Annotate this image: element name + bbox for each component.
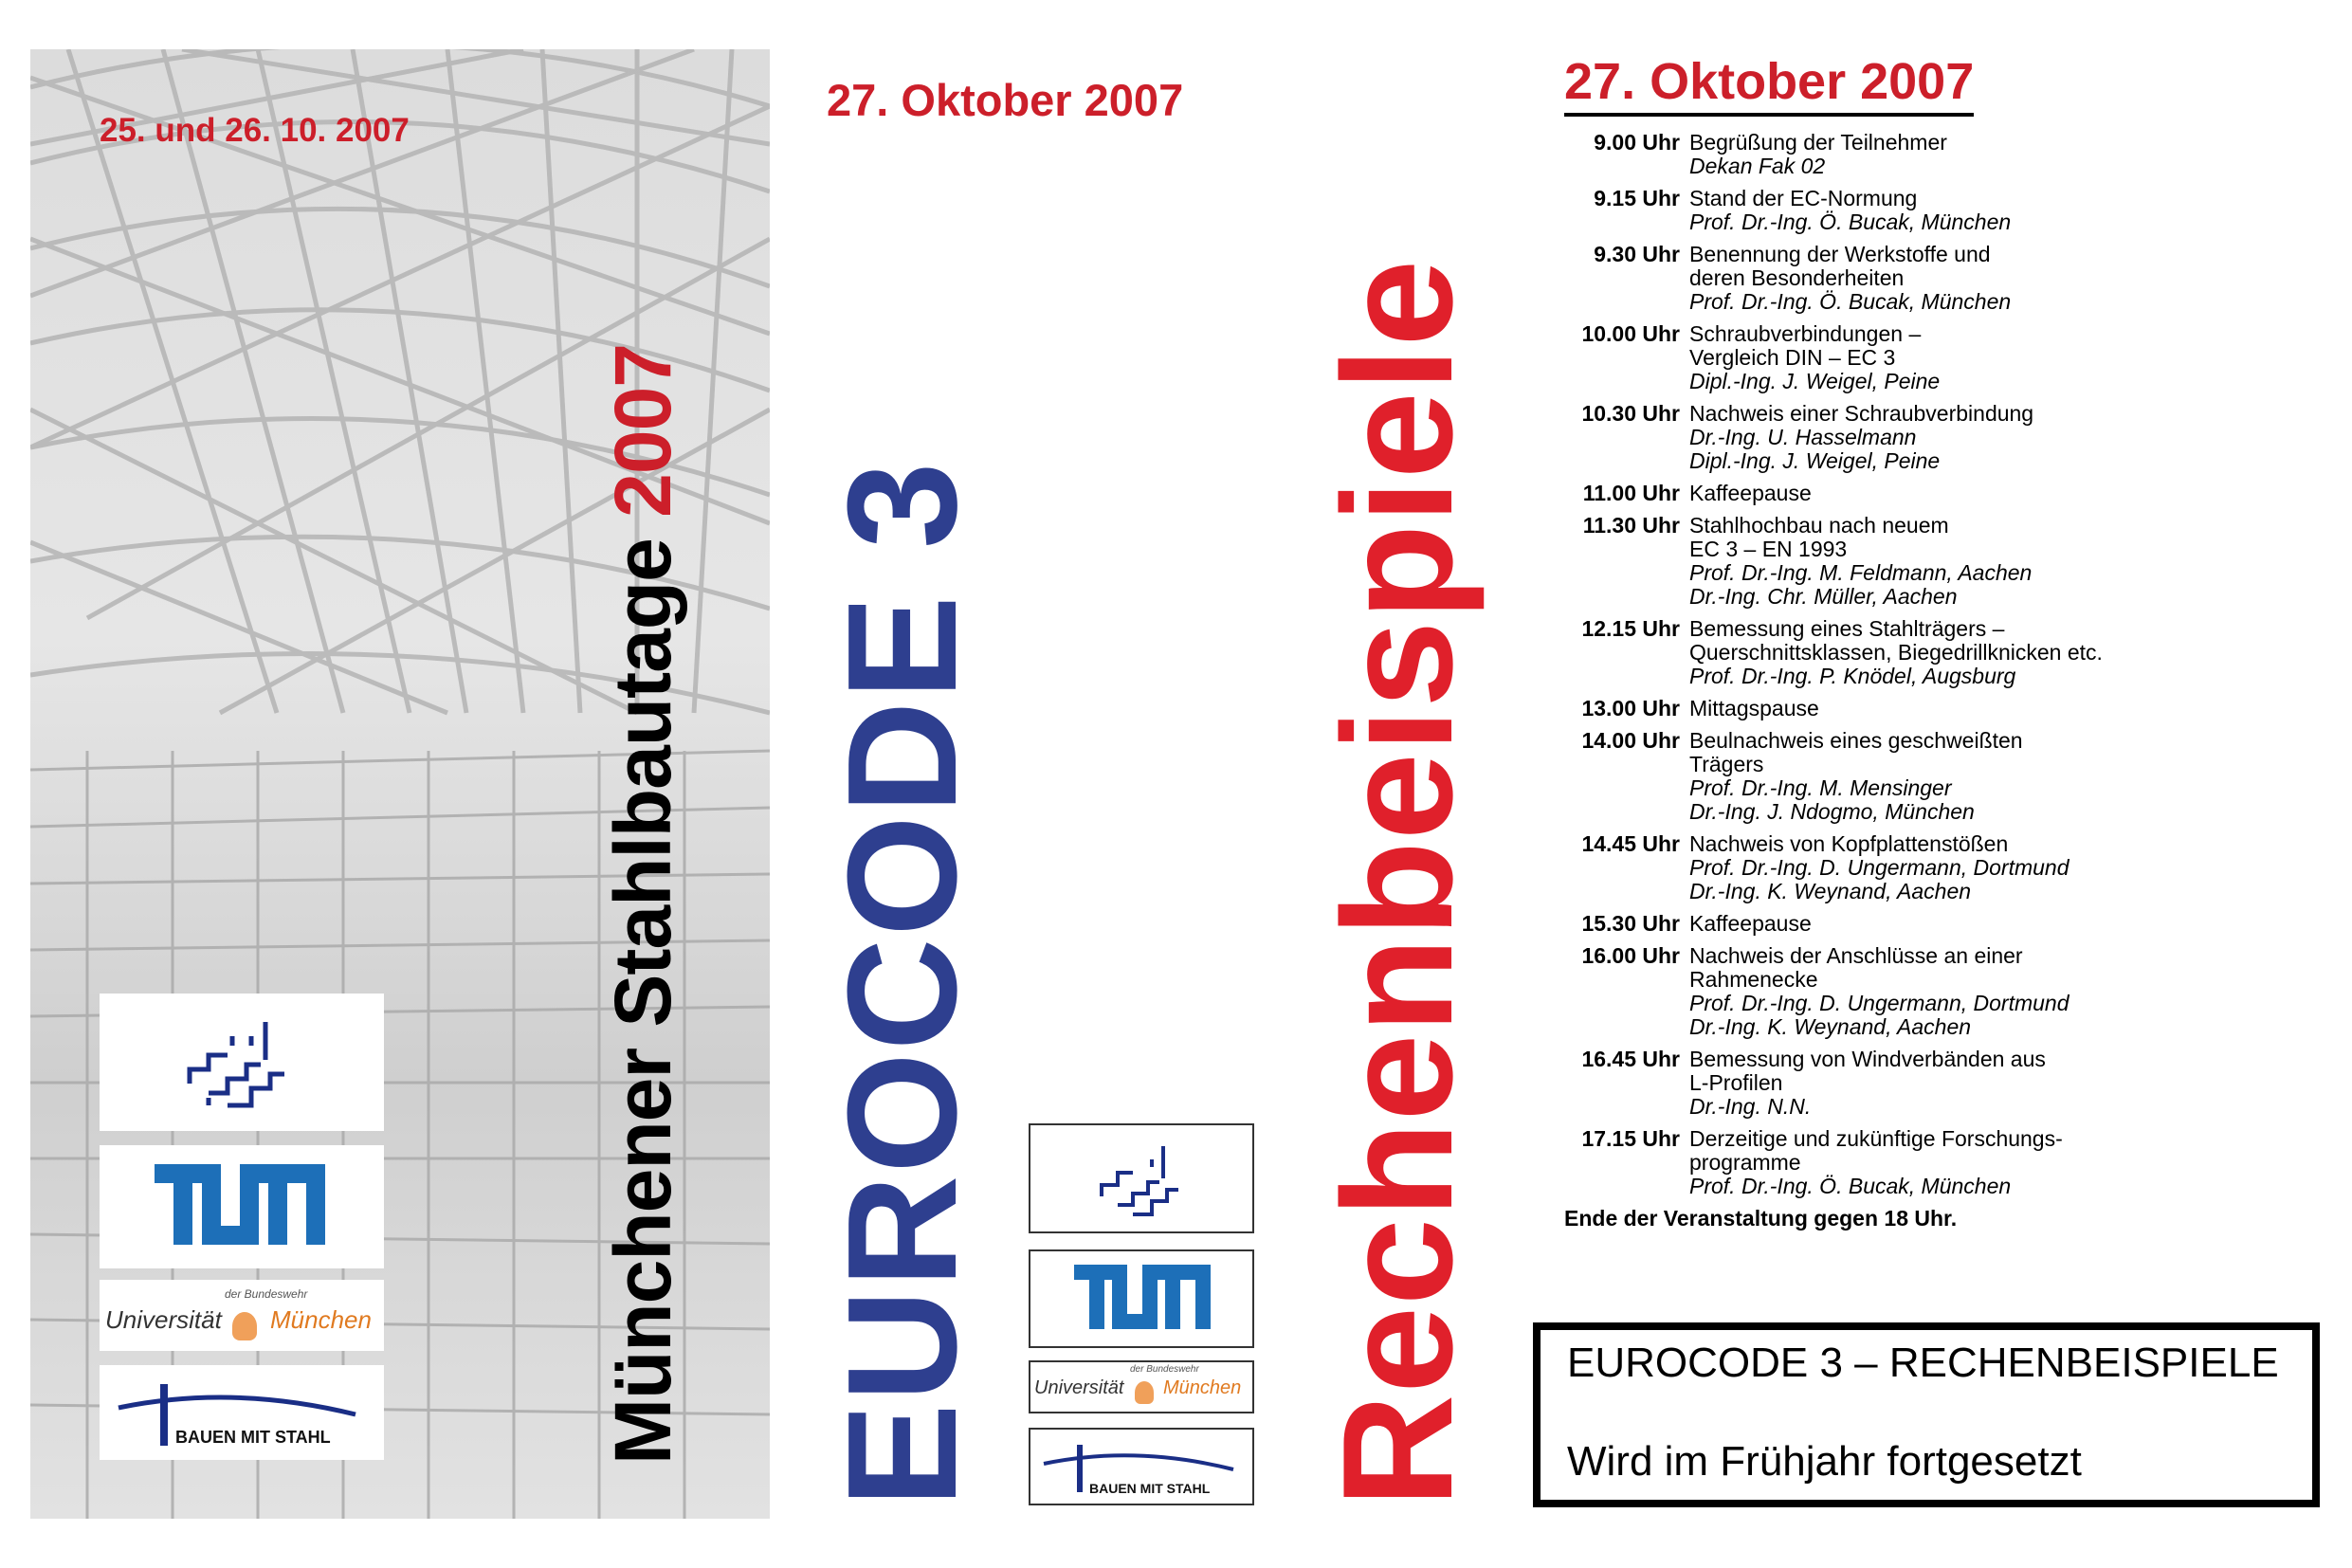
program-time: 12.15 Uhr xyxy=(1581,616,1680,641)
notice-continuation: Wird im Frühjahr fortgesetzt xyxy=(1567,1438,2082,1485)
program-speaker: Dipl.-Ing. J. Weigel, Peine xyxy=(1689,448,1941,473)
faculty-building-icon xyxy=(100,994,384,1131)
program-speaker: Prof. Dr.-Ing. Ö. Bucak, München xyxy=(1689,1174,2012,1198)
program-topic-line: Stahlhochbau nach neuem xyxy=(1689,513,1949,538)
program-end-note: Ende der Veranstaltung gegen 18 Uhr. xyxy=(1564,1206,1958,1231)
program-time: 14.00 Uhr xyxy=(1581,728,1680,753)
tum-logo-icon-small xyxy=(1030,1251,1252,1346)
program-time: 10.30 Uhr xyxy=(1581,401,1680,426)
program-topic-line: Rahmenecke xyxy=(1689,967,1818,992)
program-speaker: Dr.-Ing. K. Weynand, Aachen xyxy=(1689,1014,1972,1039)
faculty-logo xyxy=(100,994,384,1131)
program-body xyxy=(1689,832,2161,903)
program-body xyxy=(1689,514,2161,609)
program-topic-line: Trägers xyxy=(1689,752,1764,776)
program-time: 14.45 Uhr xyxy=(1581,831,1680,856)
unibw-logo-small: der Bundeswehr Universität München xyxy=(1029,1360,1254,1413)
program-topic-line: Bemessung von Windverbänden aus xyxy=(1689,1047,2046,1071)
program-body xyxy=(1689,187,2161,234)
program-speaker: Dipl.-Ing. J. Weigel, Peine xyxy=(1689,369,1941,393)
program-body xyxy=(1689,243,2161,314)
program-item xyxy=(1555,697,2161,720)
program-item xyxy=(1555,514,2161,609)
program-time: 9.00 Uhr xyxy=(1594,130,1680,155)
program-date: 27. Oktober 2007 xyxy=(1564,52,1974,117)
faculty-logo-small xyxy=(1029,1123,1254,1233)
program-time: 9.15 Uhr xyxy=(1594,186,1680,210)
program-topic-line: Bemessung eines Stahlträgers – xyxy=(1689,616,2005,641)
program-speaker: Prof. Dr.-Ing. D. Ungermann, Dortmund xyxy=(1689,991,2069,1015)
program-topic-line: Stand der EC-Normung xyxy=(1689,186,1918,210)
unibw-crest-icon xyxy=(232,1312,257,1340)
program-item xyxy=(1555,617,2161,688)
tum-logo-icon xyxy=(100,1145,384,1268)
tum-logo xyxy=(100,1145,384,1268)
program-item xyxy=(1555,131,2161,178)
program-speaker: Dr.-Ing. J. Ndogmo, München xyxy=(1689,799,1975,824)
program-body xyxy=(1689,912,2161,936)
program-topic-line: Mittagspause xyxy=(1689,696,1819,720)
program-time: 17.15 Uhr xyxy=(1581,1126,1680,1151)
program-speaker: Prof. Dr.-Ing. Ö. Bucak, München xyxy=(1689,210,2012,234)
unibw-crest-icon-small xyxy=(1135,1381,1154,1404)
program-item xyxy=(1555,243,2161,314)
program-topic-line: EC 3 – EN 1993 xyxy=(1689,537,1848,561)
program-speaker: Prof. Dr.-Ing. M. Mensinger xyxy=(1689,775,1952,800)
stahlbautage-title: Münchener Stahlbautage 2007 xyxy=(598,343,687,1465)
program-time: 13.00 Uhr xyxy=(1581,696,1680,720)
program-speaker: Prof. Dr.-Ing. P. Knödel, Augsburg xyxy=(1689,664,2016,688)
program-schedule xyxy=(1555,131,2161,1231)
program-time: 11.00 Uhr xyxy=(1582,481,1680,505)
program-topic-line: Nachweis der Anschlüsse an einer xyxy=(1689,943,2023,968)
program-item xyxy=(1555,729,2161,824)
program-body xyxy=(1689,697,2161,720)
program-body xyxy=(1689,131,2161,178)
program-topic-line: Kaffeepause xyxy=(1689,911,1812,936)
program-topic-line: L-Profilen xyxy=(1689,1070,1783,1095)
program-item xyxy=(1555,832,2161,903)
program-topic-line: Derzeitige und zukünftige Forschungs- xyxy=(1689,1126,2063,1151)
program-item xyxy=(1555,912,2161,936)
unibw-logo: der Bundeswehr Universität München xyxy=(100,1280,384,1351)
notice-title: EUROCODE 3 – RECHENBEISPIELE xyxy=(1567,1340,2279,1386)
program-item xyxy=(1555,187,2161,234)
program-body xyxy=(1689,322,2161,393)
tum-logo-small xyxy=(1029,1249,1254,1348)
program-speaker: Prof. Dr.-Ing. D. Ungermann, Dortmund xyxy=(1689,855,2069,880)
program-speaker: Dr.-Ing. Chr. Müller, Aachen xyxy=(1689,584,1958,609)
program-topic-line: Beulnachweis eines geschweißten xyxy=(1689,728,2023,753)
program-speaker: Dr.-Ing. N.N. xyxy=(1689,1094,1812,1119)
program-topic-line: deren Besonderheiten xyxy=(1689,265,1905,290)
eurocode-title: EUROCODE 3 xyxy=(815,460,989,1507)
program-topic-line: Kaffeepause xyxy=(1689,481,1812,505)
program-time: 16.00 Uhr xyxy=(1581,943,1680,968)
program-topic-line: programme xyxy=(1689,1150,1801,1175)
notice-box xyxy=(1533,1322,2320,1507)
middle-date: 27. Oktober 2007 xyxy=(827,75,1184,125)
program-speaker: Prof. Dr.-Ing. M. Feldmann, Aachen xyxy=(1689,560,2033,585)
program-topic-line: Schraubverbindungen – xyxy=(1689,321,1922,346)
program-time: 16.45 Uhr xyxy=(1581,1047,1680,1071)
program-body xyxy=(1689,617,2161,688)
program-time: 10.00 Uhr xyxy=(1581,321,1680,346)
program-body xyxy=(1689,729,2161,824)
program-body xyxy=(1689,482,2161,505)
program-speaker: Prof. Dr.-Ing. Ö. Bucak, München xyxy=(1689,289,2012,314)
program-item xyxy=(1555,1048,2161,1119)
bauen-mit-stahl-logo-small: BAUEN MIT STAHL xyxy=(1029,1428,1254,1505)
program-speaker: Dr.-Ing. U. Hasselmann xyxy=(1689,425,1917,449)
program-body xyxy=(1689,1127,2161,1198)
program-topic-line: Nachweis einer Schraubverbindung xyxy=(1689,401,2034,426)
program-time: 9.30 Uhr xyxy=(1594,242,1680,266)
program-item xyxy=(1555,482,2161,505)
program-body xyxy=(1689,944,2161,1039)
program-speaker: Dr.-Ing. K. Weynand, Aachen xyxy=(1689,879,1972,903)
program-topic-line: Querschnittsklassen, Biegedrillknicken etc. xyxy=(1689,640,2103,665)
program-body xyxy=(1689,402,2161,473)
bauen-mit-stahl-logo: BAUEN MIT STAHL xyxy=(100,1365,384,1460)
program-topic-line: Begrüßung der Teilnehmer xyxy=(1689,130,1947,155)
program-topic-line: Benennung der Werkstoffe und xyxy=(1689,242,1991,266)
program-item xyxy=(1555,322,2161,393)
program-time: 11.30 Uhr xyxy=(1582,513,1680,538)
program-topic-line: Nachweis von Kopfplattenstößen xyxy=(1689,831,2009,856)
stahlbautage-year: 2007 xyxy=(598,343,687,518)
program-speaker: Dekan Fak 02 xyxy=(1689,154,1826,178)
rechenbeispiele-title: Rechenbeispiele xyxy=(1310,258,1485,1507)
program-item xyxy=(1555,1127,2161,1198)
faculty-building-icon-small xyxy=(1030,1125,1252,1231)
program-body xyxy=(1689,1048,2161,1119)
program-item xyxy=(1555,944,2161,1039)
program-topic-line: Vergleich DIN – EC 3 xyxy=(1689,345,1896,370)
program-time: 15.30 Uhr xyxy=(1581,911,1680,936)
program-item xyxy=(1555,402,2161,473)
event-dates: 25. und 26. 10. 2007 xyxy=(100,112,410,149)
